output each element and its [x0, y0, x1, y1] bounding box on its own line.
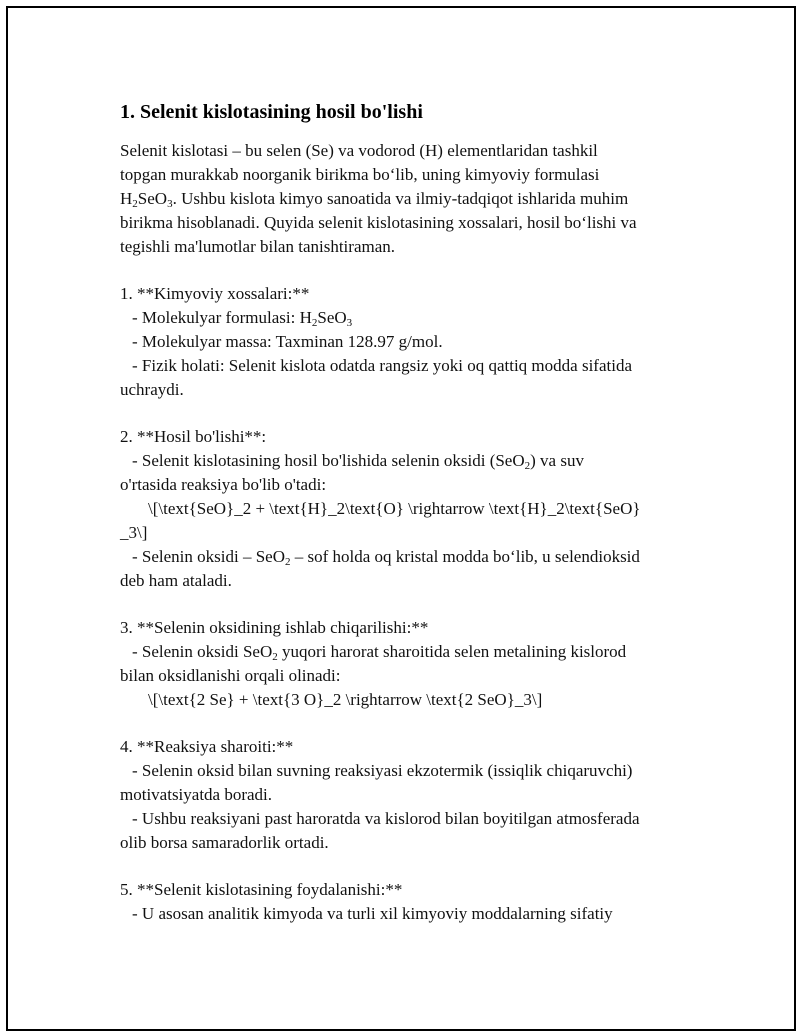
- section-4-heading: 4. **Reaksiya sharoiti:**: [120, 737, 294, 756]
- intro-line-5: tegishli ma'lumotlar bilan tanishtiraman.: [120, 237, 396, 256]
- section-4: [120, 735, 700, 855]
- list-item: - U asosan analitik kimyoda va turli xil kimyoviy moddalarning sifatiy: [132, 904, 613, 923]
- formula-sub: 2: [132, 198, 138, 210]
- section-1: [120, 282, 700, 402]
- list-item: - Molekulyar formulasi: $H_2SeO_3$: [132, 308, 353, 329]
- list-item: - Fizik holati: Selenit kislota odatda rangsiz yoki oq qattiq modda sifatida: [132, 356, 632, 375]
- section-3: [120, 616, 700, 712]
- equation: \[\text{2 Se} + \text{3 O}_2 \rightarrow \text{2 SeO}_3\]: [148, 690, 543, 709]
- list-item-continuation: deb ham ataladi.: [120, 571, 232, 590]
- formula-h: H: [120, 189, 133, 208]
- formula-seo: SeO: [137, 189, 168, 208]
- intro-line-1: Selenit kislotasi – bu selen (Se) va vodorod (H) elementlaridan tashkil: [120, 141, 598, 160]
- list-item-continuation: o'rtasida reaksiya bo'lib o'tadi:: [120, 475, 327, 494]
- section-3-heading: 3. **Selenin oksidining ishlab chiqarilishi:**: [120, 618, 429, 637]
- list-item: - Selenin oksidi – SeO$_2$ – sof holda oq kristal modda bo‘lib, u selendioksid: [132, 547, 640, 568]
- intro-line-3-text: . Ushbu kislota kimyo sanoatida va ilmiy-tadqiqot ishlarida muhim: [172, 189, 629, 208]
- list-item: - Selenin oksidi SeO$_2$ yuqori harorat sharoitida selen metalining kislorod: [132, 642, 627, 663]
- list-item-continuation: bilan oksidlanishi orqali olinadi:: [120, 666, 341, 685]
- intro-line-2: topgan murakkab noorganik birikma bo‘lib, uning kimyoviy formulasi: [120, 165, 600, 184]
- list-item: - Selenin oksid bilan suvning reaksiyasi ekzotermik (issiqlik chiqaruvchi): [132, 761, 633, 780]
- list-item: - Ushbu reaksiyani past haroratda va kislorod bilan boyitilgan atmosferada: [132, 809, 640, 828]
- equation: \[\text{SeO}_2 + \text{H}_2\text{O} \rightarrow \text{H}_2\text{SeO}: [148, 499, 641, 518]
- list-item-continuation: uchraydi.: [120, 380, 184, 399]
- section-5: [120, 878, 700, 926]
- document-body: [120, 99, 700, 926]
- list-item-continuation: olib borsa samaradorlik ortadi.: [120, 833, 329, 852]
- section-2-heading: 2. **Hosil bo'lishi**:: [120, 427, 267, 446]
- intro-line-3: [120, 187, 700, 211]
- equation-continuation: _3\]: [120, 523, 148, 542]
- page-title: 1. Selenit kislotasining hosil bo'lishi: [120, 101, 423, 123]
- section-2: [120, 425, 700, 593]
- intro-line-4: birikma hisoblanadi. Quyida selenit kislotasining xossalari, hosil bo‘lishi va: [120, 213, 637, 232]
- section-5-heading: 5. **Selenit kislotasining foydalanishi:**: [120, 880, 403, 899]
- page-frame: [6, 6, 796, 1031]
- section-1-heading: 1. **Kimyoviy xossalari:**: [120, 284, 310, 303]
- list-item: - Selenit kislotasining hosil bo'lishida selenin oksidi (SeO$_2$) va suv: [132, 451, 584, 472]
- list-item-continuation: motivatsiyatda boradi.: [120, 785, 273, 804]
- formula-sub: 3: [167, 198, 173, 210]
- list-item: - Molekulyar massa: Taxminan 128.97 g/mol.: [132, 332, 443, 351]
- intro-paragraph: [120, 139, 700, 259]
